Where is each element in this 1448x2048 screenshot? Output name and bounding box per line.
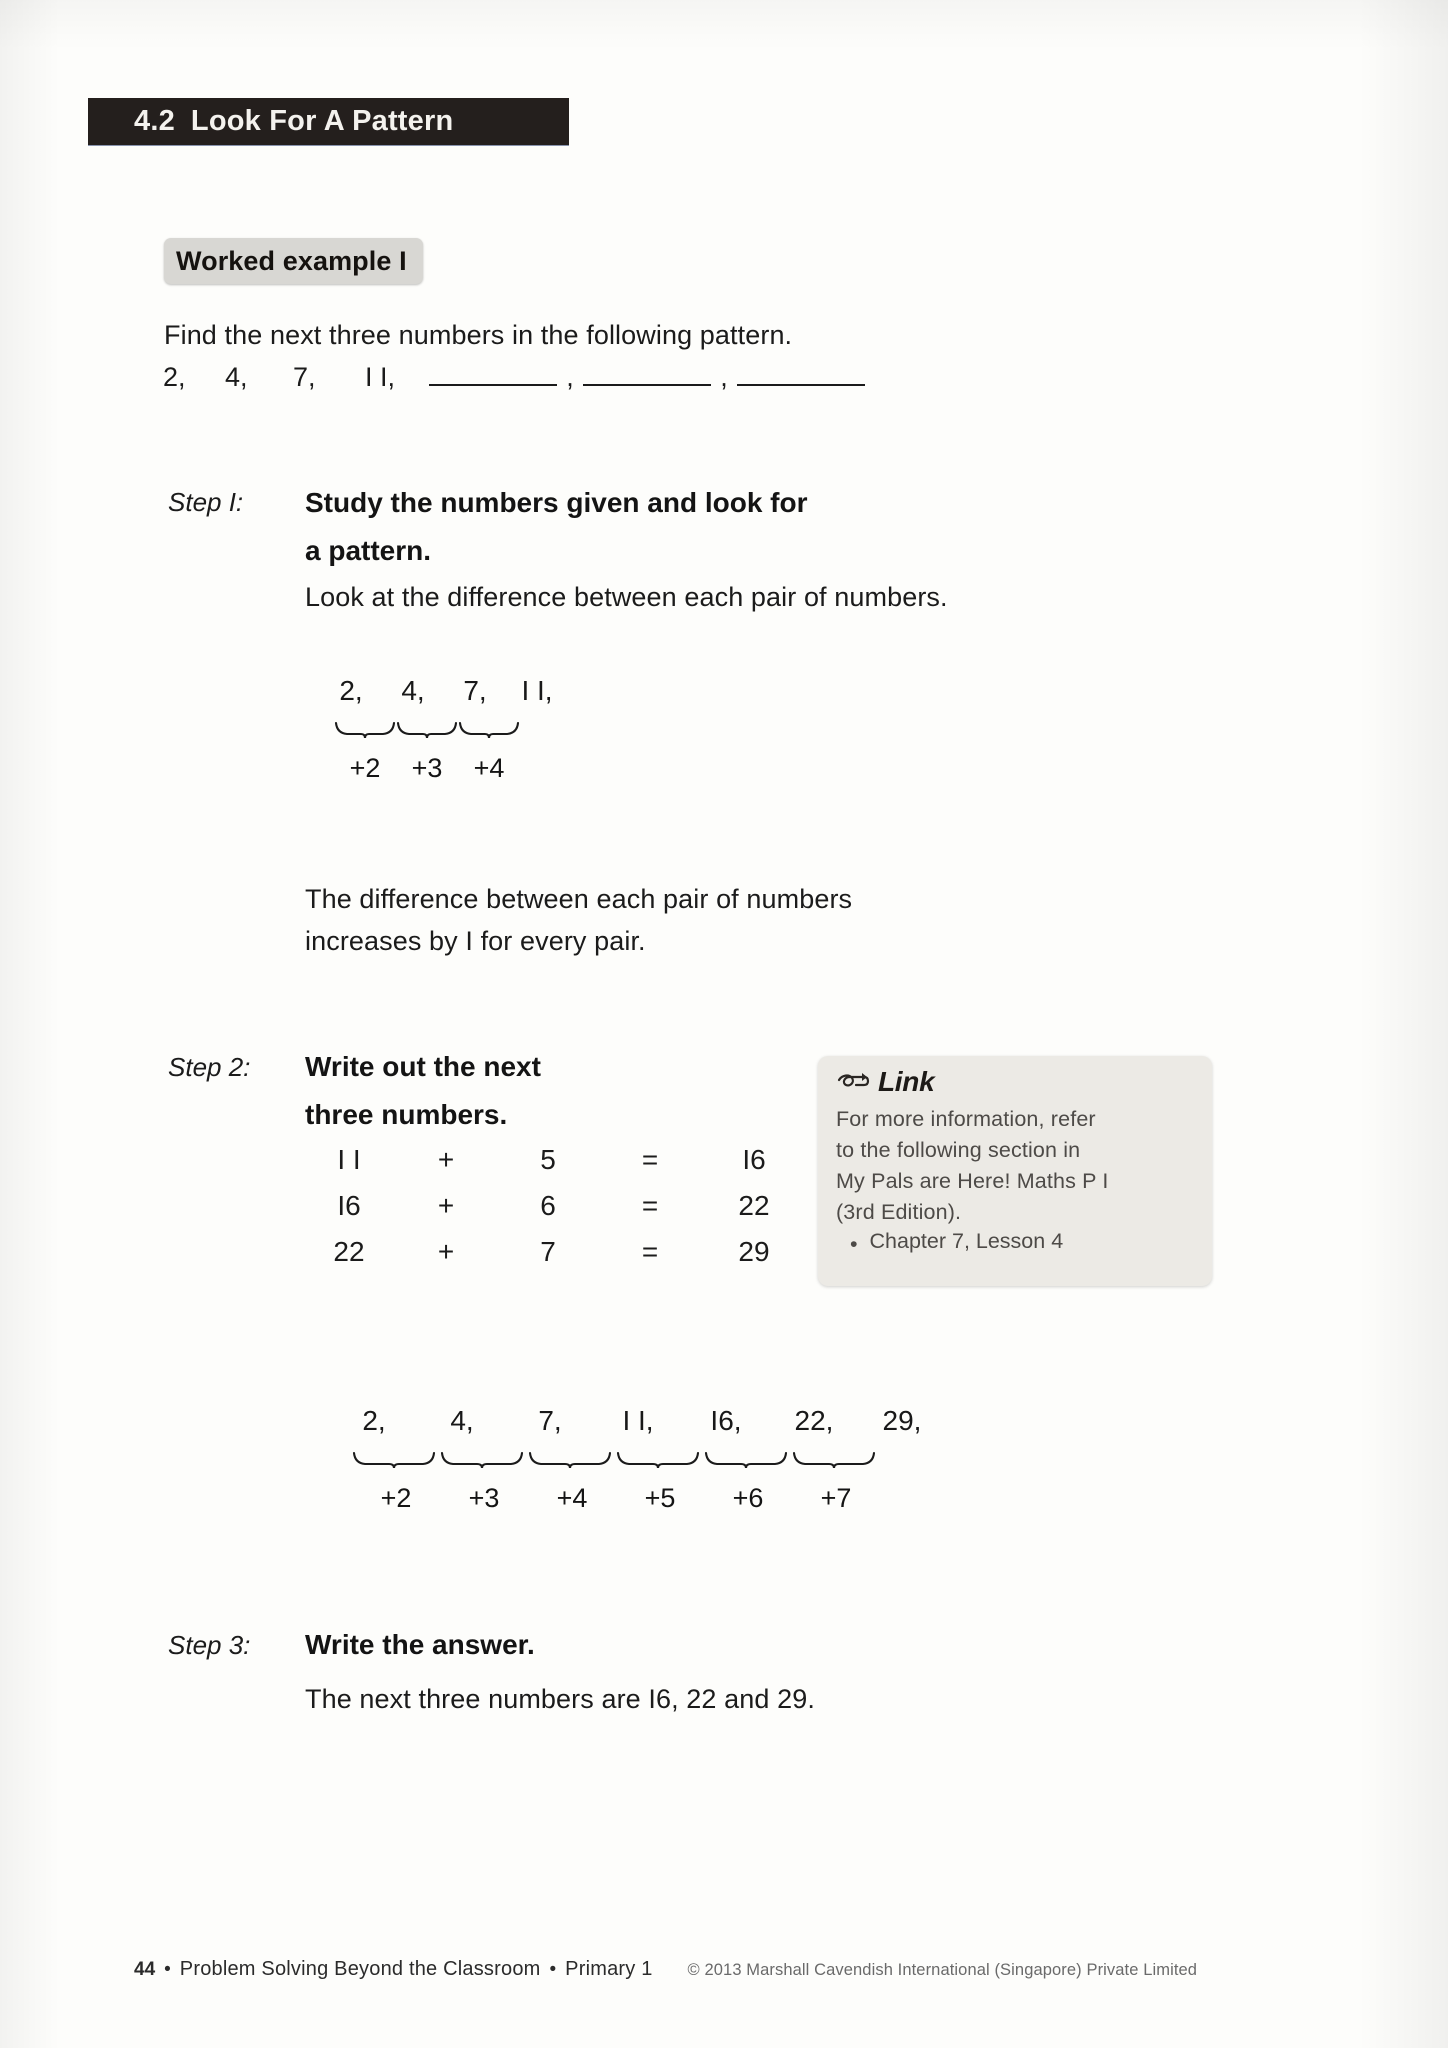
given-number-0: 2,: [163, 362, 186, 392]
section-banner: [88, 98, 569, 145]
brace-icon-1: [440, 1451, 524, 1469]
pattern-full-number-4: I6,: [710, 1405, 742, 1436]
brace-icon-4: [704, 1451, 788, 1469]
pattern-full-braces: [330, 1451, 946, 1477]
link-callout-header: [836, 1066, 1196, 1098]
footer-level: Primary 1: [565, 1958, 653, 1980]
footer-book-title: Problem Solving Beyond the Classroom: [179, 1958, 541, 1980]
equation-1-operand-a: I6: [337, 1190, 361, 1221]
pattern-top-delta-1: +3: [411, 753, 443, 783]
brace-icon-5: [792, 1451, 876, 1469]
step-1-conclusion-line1: The difference between each pair of numbers: [305, 884, 853, 914]
pattern-full-delta-4: +6: [732, 1483, 764, 1513]
pattern-top-number-2: 7,: [463, 675, 487, 706]
link-body-line-3: My Pals are Here! Maths P I: [836, 1169, 1109, 1193]
pattern-full-number-6: 29,: [882, 1405, 922, 1436]
step-3-heading: Write the answer.: [305, 1629, 535, 1660]
given-number-3: I I,: [365, 362, 396, 392]
blank-separator-2: ,: [720, 362, 728, 392]
section-title: Look For A Pattern: [190, 105, 454, 137]
equation-0-operator: +: [437, 1144, 455, 1175]
section-number: 4.2: [134, 105, 175, 137]
pattern-top-delta-2: +4: [473, 753, 505, 783]
link-callout-title: Link: [878, 1066, 935, 1097]
step-1-heading-line2: a pattern.: [305, 535, 432, 566]
given-number-1: 4,: [225, 362, 248, 392]
pattern-full-number-1: 4,: [450, 1405, 474, 1436]
equation-0-operand-b: 5: [540, 1144, 556, 1175]
pattern-top-numbers: [320, 675, 568, 715]
pattern-full-number-5: 22,: [794, 1405, 834, 1436]
equation-row: [306, 1236, 804, 1282]
pattern-top-braces: [320, 721, 568, 747]
blank-separator-1: ,: [566, 362, 574, 392]
equation-0-equals: =: [641, 1144, 659, 1175]
footer-copyright: © 2013 Marshall Cavendish International (Singapore) Private Limited: [687, 1961, 1198, 1979]
step-1-conclusion-line2: increases by I for every pair.: [305, 926, 646, 956]
equation-0-operand-a: I I: [337, 1144, 361, 1175]
link-callout-box: [818, 1056, 1212, 1286]
pattern-diagram-full: [330, 1405, 946, 1514]
equation-2-operator: +: [437, 1236, 455, 1267]
answer-blank-3[interactable]: [737, 366, 865, 386]
equation-1-operator: +: [437, 1190, 455, 1221]
bullet-dot-icon: •: [850, 1232, 858, 1256]
pattern-top-delta-0: +2: [349, 753, 381, 783]
step-2-heading-line2: three numbers.: [305, 1099, 508, 1130]
equation-1-result: 22: [738, 1190, 770, 1221]
step-2-label: Step 2:: [168, 1052, 251, 1082]
pattern-full-number-0: 2,: [362, 1405, 386, 1436]
footer-separator-2: •: [549, 1959, 557, 1980]
answer-blank-1[interactable]: [429, 366, 557, 386]
equations-block: [306, 1144, 804, 1282]
footer-page-number: 44: [134, 1959, 156, 1980]
pattern-diagram-top: [320, 675, 568, 784]
answer-blank-2[interactable]: [583, 366, 711, 386]
page-footer: [134, 1958, 1197, 1981]
step-2-heading-line1: Write out the next: [305, 1051, 541, 1082]
brace-icon-1: [396, 721, 458, 739]
pattern-top-number-1: 4,: [401, 675, 425, 706]
step-3-answer: The next three numbers are I6, 22 and 29.: [305, 1684, 815, 1714]
equation-2-operand-b: 7: [540, 1236, 556, 1267]
equation-row: [306, 1144, 804, 1190]
link-bullet-item: [836, 1229, 1196, 1260]
link-body-line-2: to the following section in: [836, 1138, 1081, 1162]
pattern-full-delta-0: +2: [380, 1483, 412, 1513]
pattern-full-deltas: [352, 1483, 946, 1514]
brace-icon-3: [616, 1451, 700, 1469]
equation-1-operand-b: 6: [540, 1190, 556, 1221]
given-sequence-row: [163, 362, 867, 393]
step-1-label: Step I:: [168, 487, 244, 517]
problem-prompt: Find the next three numbers in the following pattern.: [164, 320, 793, 350]
pattern-full-delta-5: +7: [820, 1483, 852, 1513]
equation-1-equals: =: [641, 1190, 659, 1221]
pattern-full-delta-1: +3: [468, 1483, 500, 1513]
equation-0-result: I6: [742, 1144, 766, 1175]
step-1-note: Look at the difference between each pair of numbers.: [305, 582, 948, 612]
link-body-line-1: For more information, refer: [836, 1107, 1096, 1131]
equation-2-result: 29: [738, 1236, 770, 1267]
given-number-2: 7,: [293, 362, 316, 392]
brace-icon-2: [528, 1451, 612, 1469]
worked-example-tag: [164, 238, 423, 284]
worked-example-label: Worked example I: [176, 245, 407, 276]
pattern-full-number-3: I I,: [622, 1405, 654, 1436]
pattern-top-number-0: 2,: [339, 675, 363, 706]
link-bullet-text: Chapter 7, Lesson 4: [869, 1229, 1064, 1253]
equation-2-operand-a: 22: [333, 1236, 365, 1267]
pattern-full-number-2: 7,: [538, 1405, 562, 1436]
bookmark-link-icon: [836, 1069, 870, 1095]
link-callout-body: [836, 1104, 1196, 1228]
link-body-line-4: (3rd Edition).: [836, 1200, 962, 1224]
pattern-full-numbers: [330, 1405, 946, 1445]
brace-icon-0: [334, 721, 396, 739]
step-1-heading-line1: Study the numbers given and look for: [305, 487, 808, 518]
equation-2-equals: =: [641, 1236, 659, 1267]
equation-row: [306, 1190, 804, 1236]
pattern-top-number-3: I I,: [521, 675, 553, 706]
brace-icon-2: [458, 721, 520, 739]
pattern-full-delta-3: +5: [644, 1483, 676, 1513]
pattern-top-deltas: [334, 753, 568, 784]
pattern-full-delta-2: +4: [556, 1483, 588, 1513]
step-3-label: Step 3:: [168, 1630, 251, 1660]
footer-separator-1: •: [164, 1959, 171, 1980]
brace-icon-0: [352, 1451, 436, 1469]
